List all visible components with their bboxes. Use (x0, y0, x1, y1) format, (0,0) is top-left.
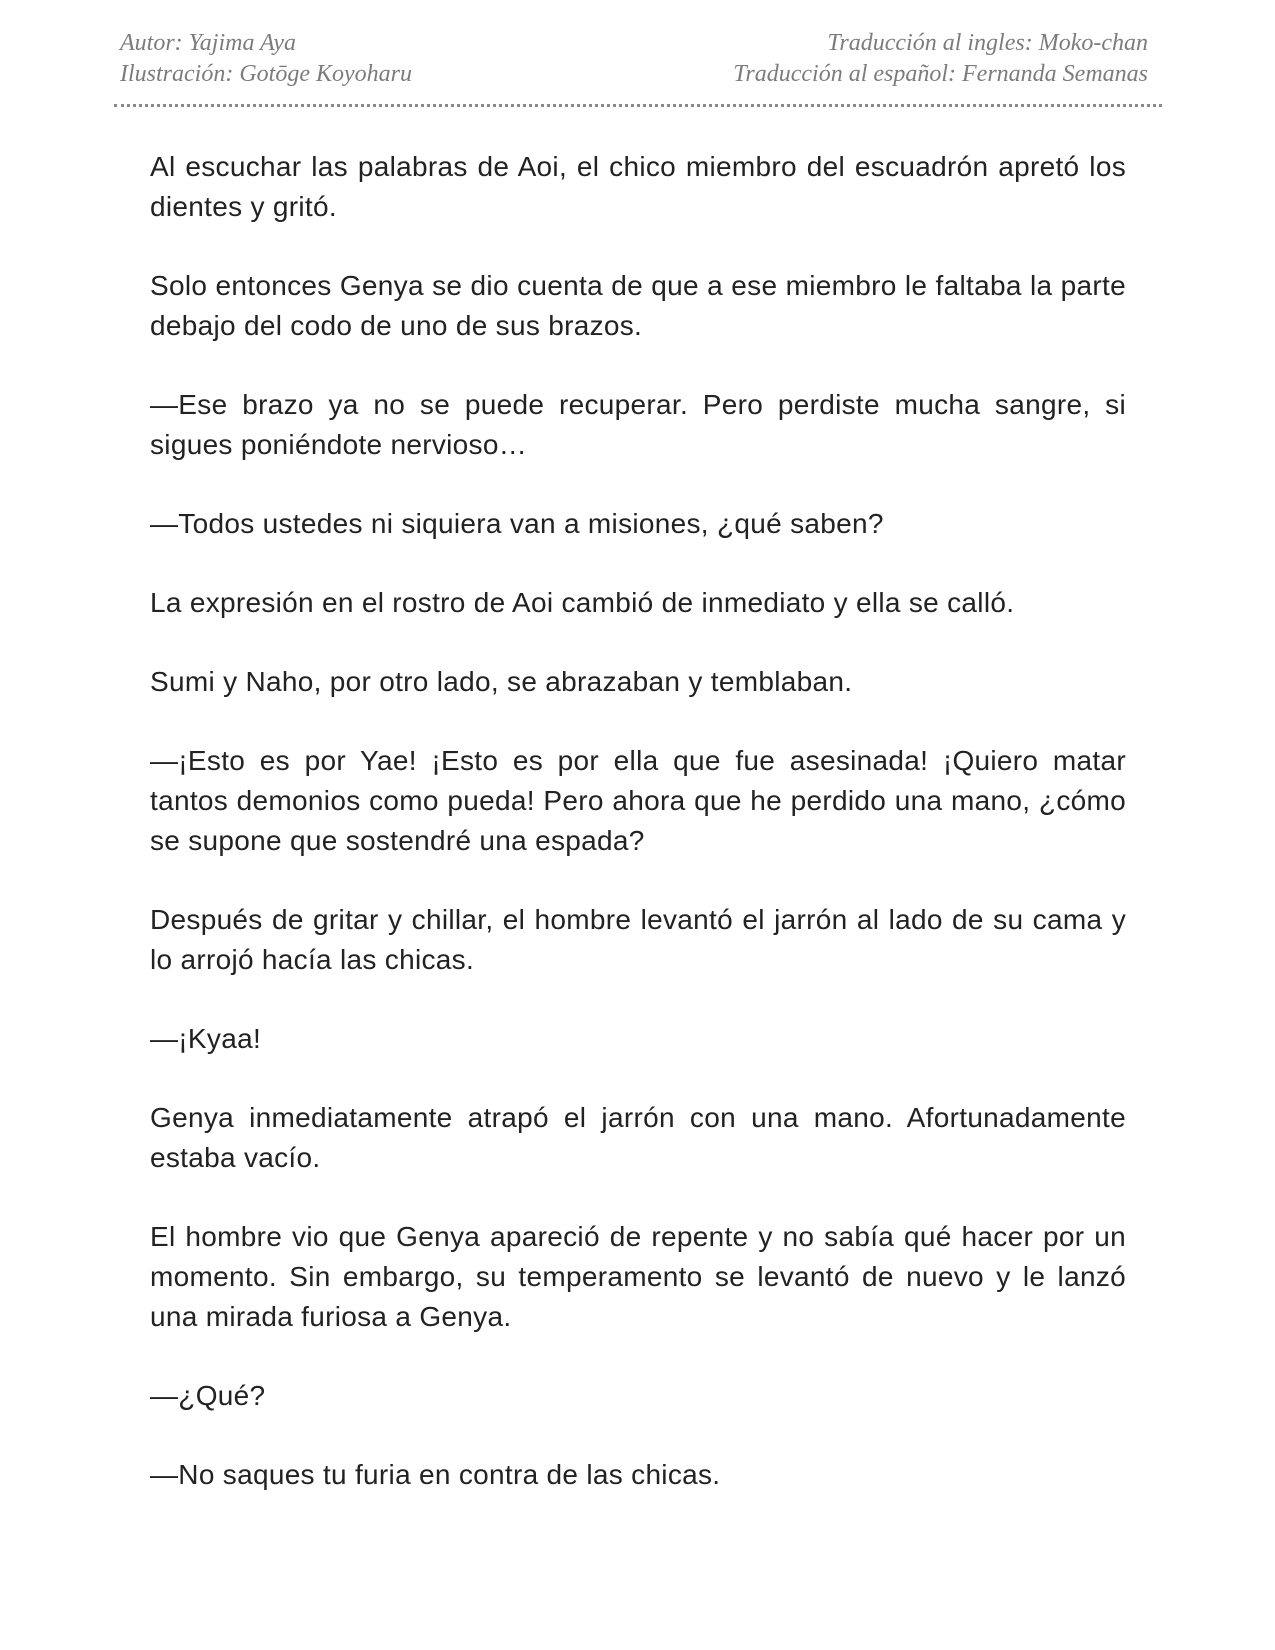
spanish-translation-credit: Traducción al español: Fernanda Semanas (733, 61, 1148, 87)
paragraph: —¿Qué? (150, 1380, 266, 1411)
paragraph: La expresión en el rostro de Aoi cambió de inmediato y ella se calló. (150, 587, 1015, 618)
paragraph: —No saques tu furia en contra de las chicas. (150, 1459, 721, 1490)
paragraph: —¡Esto es por Yae! ¡Esto es por ella que fue asesinada! ¡Quiero matar tantos demonios como pueda! Pero ahora que he perdido una mano, ¿cómo se supone que sostendré una espada? (150, 745, 1126, 856)
story-body (150, 147, 1126, 1534)
illustration-credit: Ilustración: Gotōge Koyoharu (120, 61, 412, 87)
page-header (120, 28, 1148, 92)
english-translation-credit: Traducción al ingles: Moko-chan (827, 30, 1148, 56)
paragraph: —Todos ustedes ni siquiera van a misiones, ¿qué saben? (150, 508, 884, 539)
paragraph: Después de gritar y chillar, el hombre levantó el jarrón al lado de su cama y lo arrojó hacía las chicas. (150, 904, 1126, 975)
paragraph: —Ese brazo ya no se puede recuperar. Pero perdiste mucha sangre, si sigues poniéndote nervioso… (150, 389, 1126, 460)
dotted-divider (114, 104, 1162, 107)
paragraph: Sumi y Naho, por otro lado, se abrazaban y temblaban. (150, 666, 853, 697)
paragraph: Al escuchar las palabras de Aoi, el chico miembro del escuadrón apretó los dientes y gritó. (150, 151, 1126, 222)
paragraph: Solo entonces Genya se dio cuenta de que a ese miembro le faltaba la parte debajo del codo de uno de sus brazos. (150, 270, 1126, 341)
credits-right (733, 28, 1148, 90)
paragraph: Genya inmediatamente atrapó el jarrón con una mano. Afortunadamente estaba vacío. (150, 1102, 1126, 1173)
paragraph: El hombre vio que Genya apareció de repente y no sabía qué hacer por un momento. Sin embargo, su temperamento se levantó de nuevo y le lanzó una mirada furiosa a Genya. (150, 1221, 1126, 1332)
credits-left (120, 28, 412, 90)
author-credit: Autor: Yajima Aya (120, 30, 297, 56)
paragraph: —¡Kyaa! (150, 1023, 262, 1054)
